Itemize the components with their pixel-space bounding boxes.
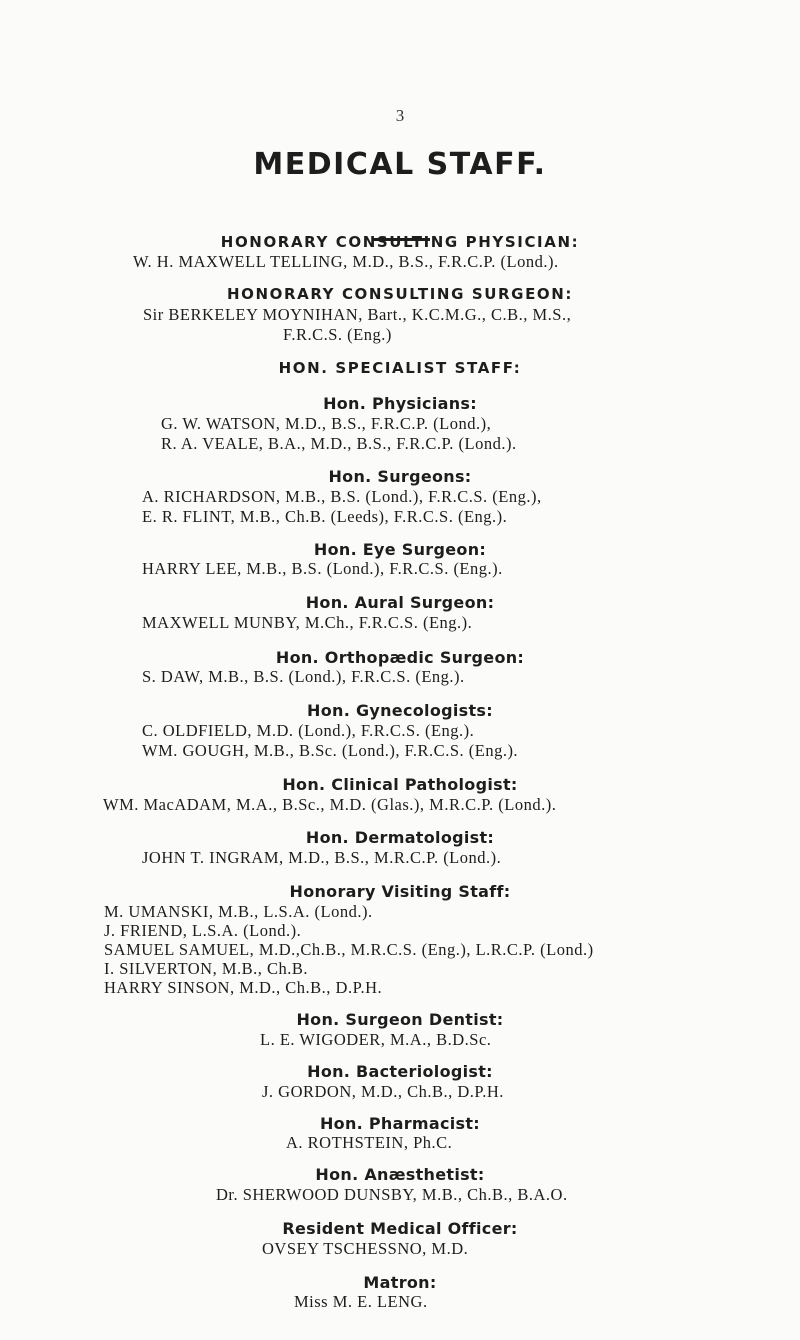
consulting-physician-heading: HONORARY CONSULTING PHYSICIAN: <box>220 233 580 252</box>
staff-entry: S. DAW, M.B., B.S. (Lond.), F.R.C.S. (Eng.). <box>142 667 465 687</box>
anaesthetist-heading: Hon. Anæsthetist: <box>315 1165 485 1185</box>
staff-entry: J. FRIEND, L.S.A. (Lond.). <box>104 920 302 940</box>
surgeon-dentist-heading: Hon. Surgeon Dentist: <box>296 1009 504 1029</box>
staff-entry: HARRY SINSON, M.D., Ch.B., D.P.H. <box>104 977 383 997</box>
page-number: 3 <box>395 106 405 125</box>
staff-entry: WM. GOUGH, M.B., B.Sc. (Lond.), F.R.C.S. (Eng.). <box>142 740 519 760</box>
bacteriologist-heading: Hon. Bacteriologist: <box>307 1061 493 1081</box>
visiting-staff-heading: Honorary Visiting Staff: <box>289 881 511 901</box>
staff-entry: L. E. WIGODER, M.A., B.D.Sc. <box>260 1029 492 1049</box>
staff-entry: W. H. MAXWELL TELLING, M.D., B.S., F.R.C.P. (Lond.). <box>133 252 559 272</box>
page-title: MEDICAL STAFF. <box>253 147 547 182</box>
staff-entry: M. UMANSKI, M.B., L.S.A. (Lond.). <box>104 901 373 921</box>
staff-entry: A. RICHARDSON, M.B., B.S. (Lond.), F.R.C.S. (Eng.), <box>142 486 542 506</box>
staff-entry: HARRY LEE, M.B., B.S. (Lond.), F.R.C.S. (Eng.). <box>142 559 503 579</box>
resident-officer-heading: Resident Medical Officer: <box>282 1219 518 1238</box>
physicians-heading: Hon. Physicians: <box>323 394 477 414</box>
staff-entry: WM. MacADAM, M.A., B.Sc., M.D. (Glas.), M.R.C.P. (Lond.). <box>103 794 557 814</box>
staff-entry: C. OLDFIELD, M.D. (Lond.), F.R.C.S. (Eng.). <box>142 721 475 740</box>
consulting-surgeon-heading: HONORARY CONSULTING SURGEON: <box>226 285 574 304</box>
clinical-pathologist-heading: Hon. Clinical Pathologist: <box>282 774 518 794</box>
staff-entry: R. A. VEALE, B.A., M.D., B.S., F.R.C.P. (Lond.). <box>161 434 517 453</box>
staff-entry: F.R.C.S. (Eng.) <box>283 325 392 345</box>
staff-entry: I. SILVERTON, M.B., Ch.B. <box>104 958 309 978</box>
staff-entry: G. W. WATSON, M.D., B.S., F.R.C.P. (Lond.), <box>161 414 492 434</box>
staff-entry: Miss M. E. LENG. <box>294 1291 428 1311</box>
staff-entry: J. GORDON, M.D., Ch.B., D.P.H. <box>262 1081 504 1101</box>
staff-entry: MAXWELL MUNBY, M.Ch., F.R.C.S. (Eng.). <box>142 612 473 632</box>
aural-surgeon-heading: Hon. Aural Surgeon: <box>305 593 495 613</box>
staff-entry: SAMUEL SAMUEL, M.D.,Ch.B., M.R.C.S. (Eng.), L.R.C.P. (Lond.) <box>104 939 594 959</box>
matron-heading: Matron: <box>363 1272 437 1292</box>
eye-surgeon-heading: Hon. Eye Surgeon: <box>313 539 487 559</box>
pharmacist-heading: Hon. Pharmacist: <box>319 1113 481 1133</box>
staff-entry: OVSEY TSCHESSNO, M.D. <box>262 1238 469 1258</box>
staff-entry: Dr. SHERWOOD DUNSBY, M.B., Ch.B., B.A.O. <box>216 1185 568 1205</box>
staff-entry: E. R. FLINT, M.B., Ch.B. (Leeds), F.R.C.S. (Eng.). <box>142 506 508 526</box>
specialist-staff-heading: HON. SPECIALIST STAFF: <box>278 358 522 377</box>
staff-entry: A. ROTHSTEIN, Ph.C. <box>286 1132 453 1152</box>
staff-entry: Sir BERKELEY MOYNIHAN, Bart., K.C.M.G., C.B., M.S., <box>143 305 572 325</box>
dermatologist-heading: Hon. Dermatologist: <box>305 828 495 848</box>
staff-entry: JOHN T. INGRAM, M.D., B.S., M.R.C.P. (Lond.). <box>142 848 502 868</box>
surgeons-heading: Hon. Surgeons: <box>328 466 472 486</box>
orthopaedic-surgeon-heading: Hon. Orthopædic Surgeon: <box>275 647 525 667</box>
gynecologists-heading: Hon. Gynecologists: <box>307 701 493 721</box>
